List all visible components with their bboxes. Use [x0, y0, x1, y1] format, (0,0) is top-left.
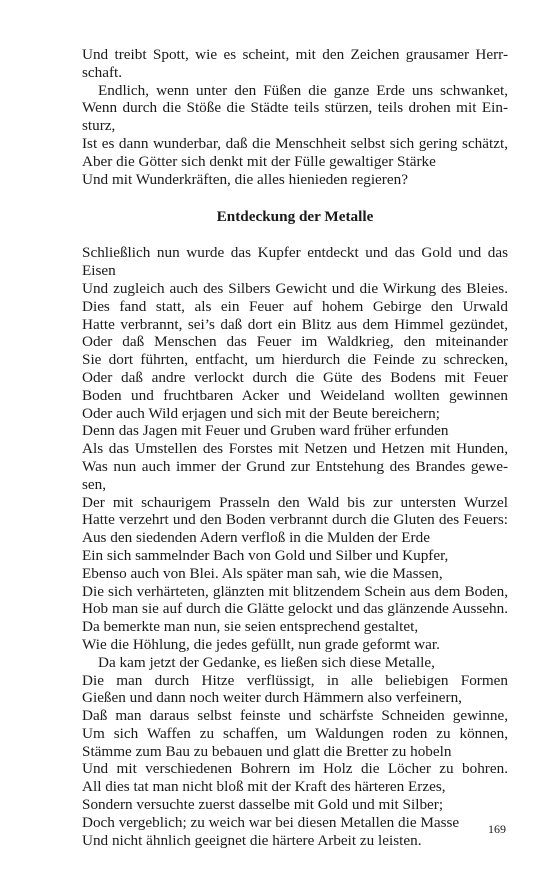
verse-line: Wie die Höhlung, die jedes gefüllt, nun grade geformt war.	[82, 635, 440, 653]
verse-line: Endlich, wenn unter den Füßen die ganze Erde uns schwanket,	[98, 81, 508, 99]
verse-line: Die man durch Hitze verflüssigt, in alle beliebigen Formen	[82, 671, 508, 689]
verse-line: Und zugleich auch des Silbers Gewicht und die Wirkung des Bleies.	[82, 279, 508, 297]
verse-line: Hob man sie auf durch die Glätte gelockt und das glänzende Aussehn.	[82, 600, 508, 618]
section-verse	[82, 244, 508, 849]
verse-line: Gießen und dann noch weiter durch Hämmern also verfeinern,	[82, 689, 462, 707]
verse-line: Eisen	[82, 262, 116, 280]
section-heading: Entdeckung der Metalle	[216, 208, 374, 226]
verse-line: Dies fand statt, als ein Feuer auf hohem Gebirge den Urwald	[82, 297, 508, 315]
verse-line: Und treibt Spott, wie es scheint, mit den Zeichen grausamer Herr-	[82, 46, 508, 63]
verse-line: Boden und fruchtbaren Acker und Weideland wollten gewinnen	[82, 386, 508, 404]
page-number: 169	[488, 822, 506, 836]
verse-line: Hatte verzehrt und den Boden verbrannt durch die Gluten des Feuers:	[82, 511, 508, 529]
verse-line: Schließlich nun wurde das Kupfer entdeckt und das Gold und das	[82, 244, 508, 262]
verse-line: Oder daß andre verlockt durch die Güte des Bodens mit Feuer	[82, 368, 508, 386]
verse-line: Ein sich sammelnder Bach von Gold und Silber und Kupfer,	[82, 546, 449, 564]
verse-line: Und mit Wunderkräften, die alles hienieden regieren?	[82, 170, 408, 188]
verse-line: Oder auch Wild erjagen und sich mit der Beute bereichern;	[82, 404, 440, 422]
verse-line: Denn das Jagen mit Feuer und Gruben ward früher erfunden	[82, 422, 449, 440]
verse-line: Um sich Waffen zu schaffen, um Waldungen roden zu können,	[82, 724, 508, 742]
verse-line: Da kam jetzt der Gedanke, es ließen sich diese Metalle,	[98, 653, 435, 671]
verse-line: Aus den siedenden Adern verfloß in die Mulden der Erde	[82, 529, 430, 547]
verse-line: Die sich verhärteten, glänzten mit blitzendem Schein aus dem Boden,	[82, 582, 508, 600]
verse-line: Doch vergeblich; zu weich war bei diesen Metallen die Masse	[82, 813, 460, 831]
verse-line: Da bemerkte man nun, sie seien entsprechend gestaltet,	[82, 618, 419, 636]
verse-line: All dies tat man nicht bloß mit der Kraft des härteren Erzes,	[82, 778, 446, 796]
verse-line: Ist es dann wunderbar, daß die Menschheit selbst sich gering schätzt,	[82, 134, 508, 152]
verse-line: sturz,	[82, 117, 116, 135]
verse-line: Daß man daraus selbst feinste und schärfste Schneiden gewinne,	[82, 707, 508, 725]
verse-line: Und mit verschiedenen Bohrern im Holz die Löcher zu bohren.	[82, 760, 508, 778]
verse-line: Was nun auch immer der Grund zur Entstehung des Brandes gewe-	[82, 457, 508, 475]
verse-line: Stämme zum Bau zu bebauen und glatt die Bretter zu hobeln	[82, 742, 452, 760]
intro-verse	[82, 46, 508, 188]
verse-line: Ebenso auch von Blei. Als später man sah, wie die Massen,	[82, 564, 443, 582]
verse-line: schaft.	[82, 63, 123, 81]
verse-line: sen,	[82, 475, 107, 493]
verse-line: Hatte verbrannt, sei’s daß dort ein Blitz aus dem Himmel gezündet,	[82, 315, 508, 333]
verse-line: Sie dort führten, entfacht, um hierdurch die Feinde zu schrecken,	[82, 351, 508, 369]
verse-line: Oder daß Menschen das Feuer im Waldkrieg, den miteinander	[82, 333, 508, 351]
verse-line: Aber die Götter sich denkt mit der Fülle gewaltiger Stärke	[82, 152, 436, 170]
page-content	[82, 46, 508, 849]
verse-line: Sondern versuchte zuerst dasselbe mit Gold und mit Silber;	[82, 796, 444, 814]
verse-line: Der mit schaurigem Prasseln den Wald bis zur untersten Wurzel	[82, 493, 508, 511]
verse-line: Und nicht ähnlich geeignet die härtere Arbeit zu leisten.	[82, 831, 422, 849]
verse-line: Wenn durch die Stöße die Städte teils stürzen, teils drohen mit Ein-	[82, 99, 508, 117]
verse-line: Als das Umstellen des Forstes mit Netzen und Hetzen mit Hunden,	[82, 440, 508, 458]
